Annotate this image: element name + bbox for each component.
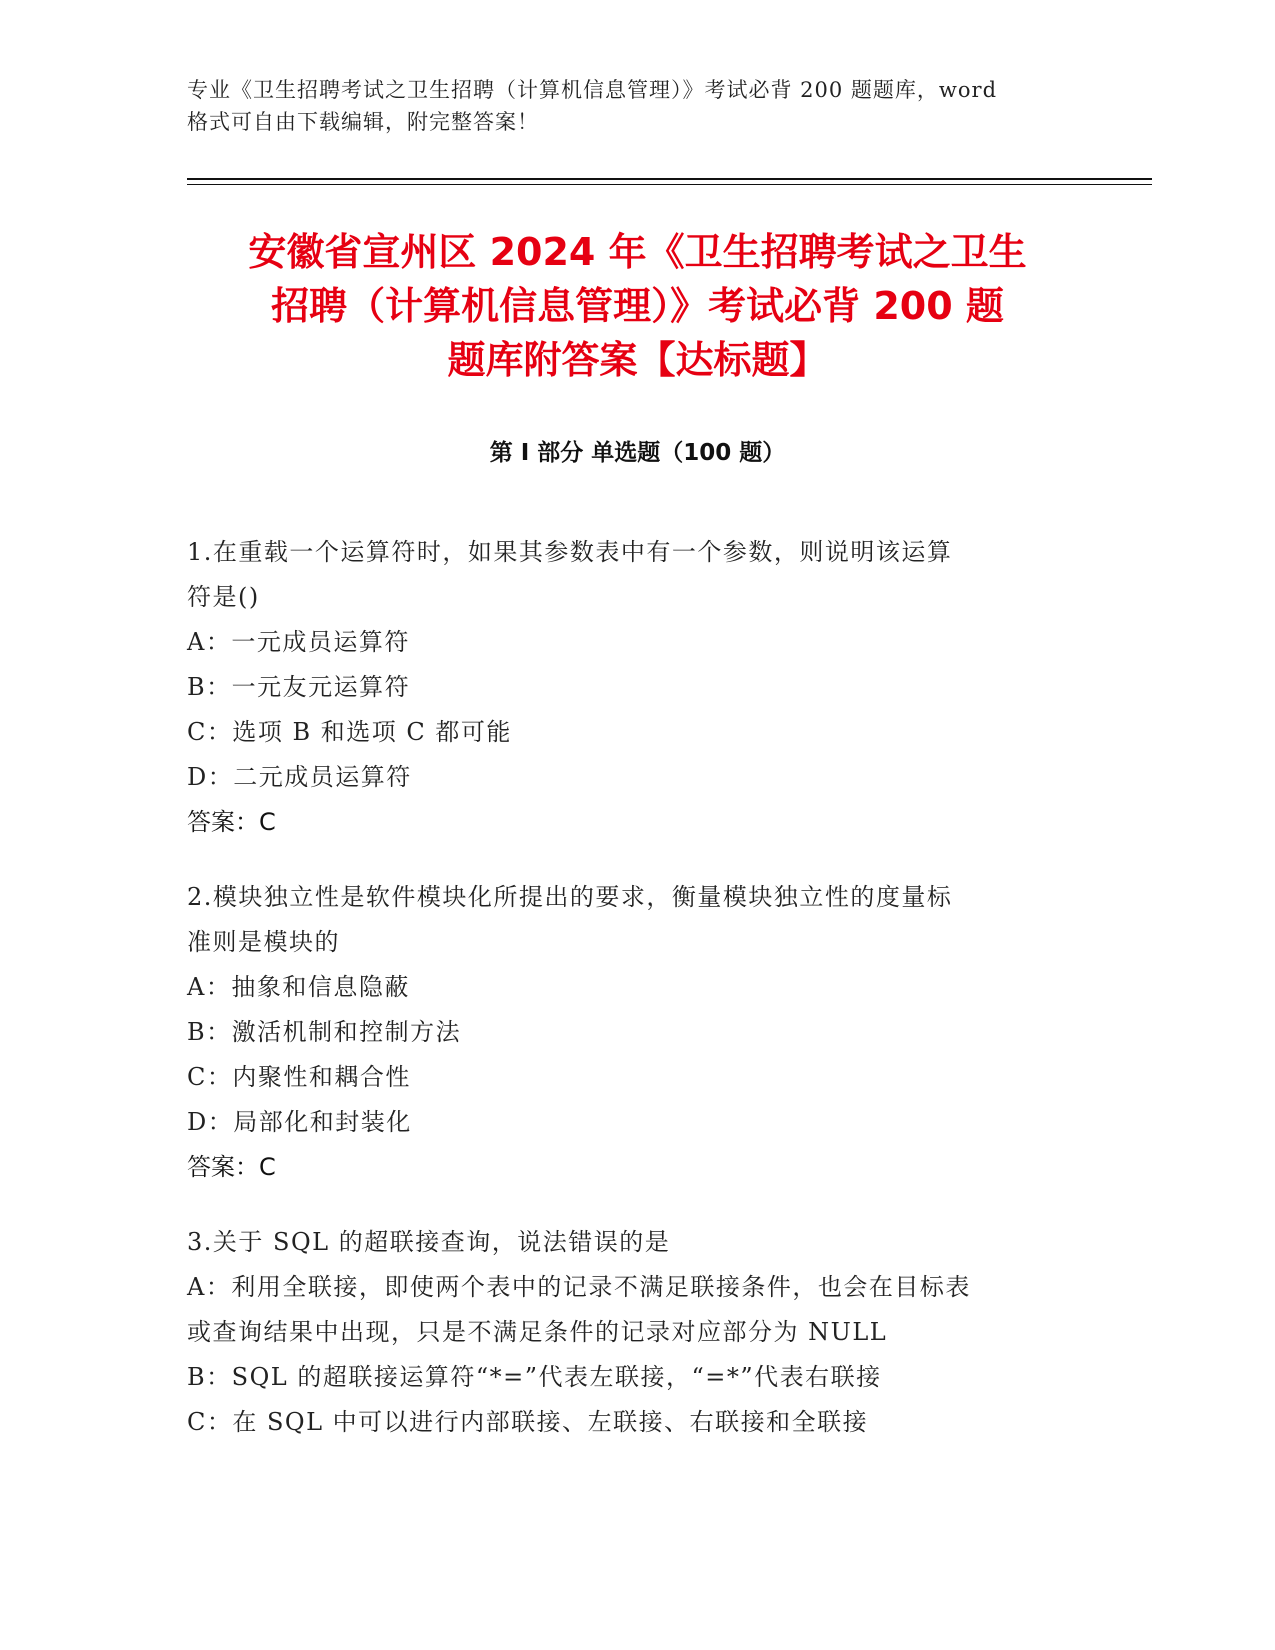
- header-rule-thin: [187, 184, 1152, 185]
- answer: 答案：C: [187, 1153, 276, 1181]
- option-c: C：在 SQL 中可以进行内部联接、左联接、右联接和全联接: [187, 1408, 869, 1436]
- option-c: C：选项 B 和选项 C 都可能: [187, 718, 512, 746]
- question-1: [187, 530, 1077, 845]
- part-heading: 第 I 部分 单选题（100 题）: [489, 440, 786, 466]
- question-stem-continued: 准则是模块的: [187, 928, 340, 956]
- header-rule-thick: [187, 178, 1152, 180]
- header-note-line-1: 专业《卫生招聘考试之卫生招聘（计算机信息管理）》考试必背 200 题题库，word: [187, 78, 998, 102]
- option-b: B：SQL 的超联接运算符“*=”代表左联接，“=*”代表右联接: [187, 1363, 882, 1391]
- header-note-line-2: 格式可自由下载编辑，附完整答案！: [187, 110, 539, 134]
- question-2: [187, 875, 1077, 1190]
- option-a: A：一元成员运算符: [187, 628, 410, 656]
- option-b: B：一元友元运算符: [187, 673, 411, 701]
- question-list: [187, 530, 1077, 1475]
- title-line-3: 题库附答案【达标题】: [447, 338, 828, 382]
- title-line-1: 安徽省宣州区 2024 年《卫生招聘考试之卫生: [248, 230, 1027, 274]
- option-a-continued: 或查询结果中出现，只是不满足条件的记录对应部分为 NULL: [187, 1318, 888, 1346]
- question-stem: 3.关于 SQL 的超联接查询，说法错误的是: [187, 1228, 671, 1256]
- option-b: B：激活机制和控制方法: [187, 1018, 462, 1046]
- option-d: D：二元成员运算符: [187, 763, 412, 791]
- answer: 答案：C: [187, 808, 276, 836]
- header-note: [187, 74, 1087, 138]
- question-stem: 2.模块独立性是软件模块化所提出的要求，衡量模块独立性的度量标: [187, 883, 953, 911]
- document-title: [160, 225, 1115, 387]
- option-d: D：局部化和封装化: [187, 1108, 412, 1136]
- question-3: [187, 1220, 1077, 1445]
- question-stem-continued: 符是(): [187, 583, 260, 611]
- title-line-2: 招聘（计算机信息管理）》考试必背 200 题: [271, 284, 1004, 328]
- option-a: A：利用全联接，即使两个表中的记录不满足联接条件，也会在目标表: [187, 1273, 971, 1301]
- option-a: A：抽象和信息隐蔽: [187, 973, 410, 1001]
- option-c: C：内聚性和耦合性: [187, 1063, 411, 1091]
- question-stem: 1.在重载一个运算符时，如果其参数表中有一个参数，则说明该运算: [187, 538, 953, 566]
